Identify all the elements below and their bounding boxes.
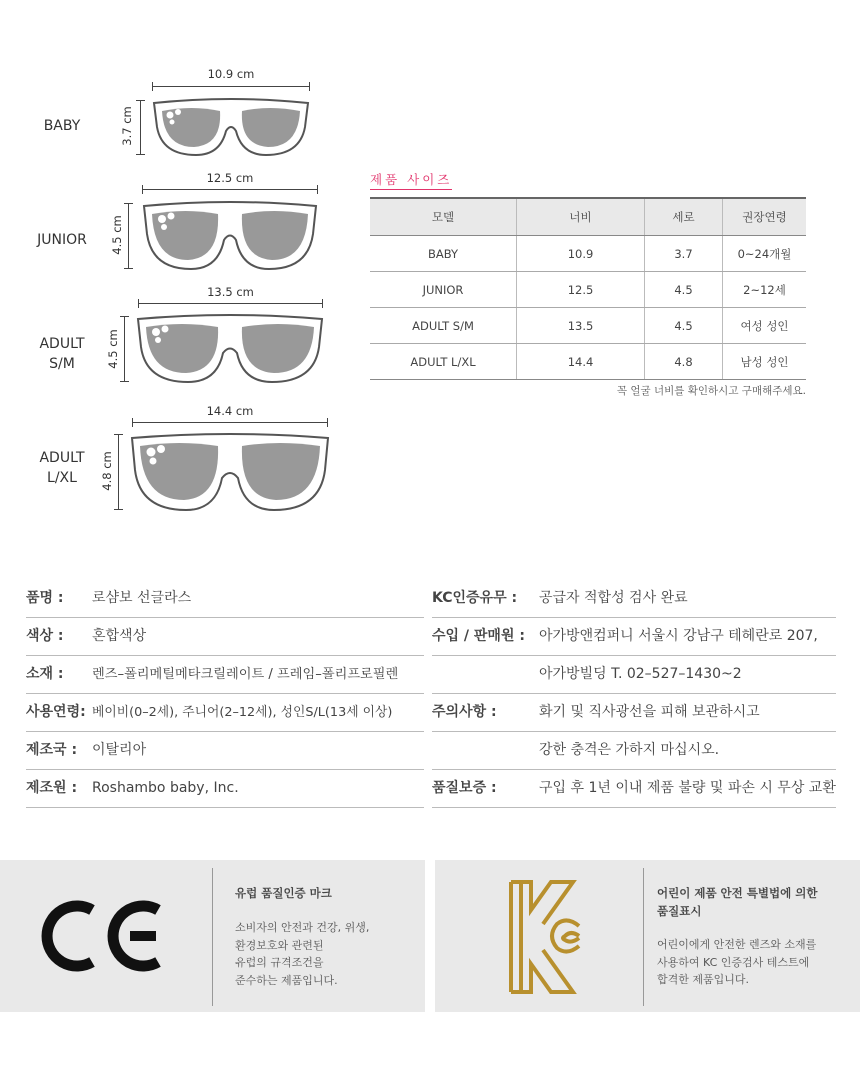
kc-description-line: 어린이에게 안전한 렌즈와 소재를 [657,938,817,951]
cell-model: BABY [370,236,517,272]
width-label-adult-lxl: 14.4 cm [206,404,254,418]
info-row [432,580,836,618]
info-label: 품명 : [26,590,64,606]
cell-height: 3.7 [645,236,723,272]
cell-height: 4.5 [645,272,723,308]
cell-height: 4.5 [645,308,723,344]
table-header-row [370,198,806,236]
kc-description-line: 합격한 제품입니다. [657,973,750,986]
sunglasses-adult-sm-image [134,313,326,386]
cell-height: 4.8 [645,344,723,380]
width-label-junior: 12.5 cm [206,171,254,185]
kc-mark-logo [507,880,583,994]
info-row [432,732,836,770]
info-label: 사용연령: [26,704,86,720]
ce-description [235,919,369,989]
cell-age: 0~24개월 [723,236,807,272]
ce-description-line: 유럽의 규격조건을 [235,956,324,969]
cell-model: ADULT L/XL [370,344,517,380]
info-label: 제조국 : [26,742,78,758]
cell-width: 10.9 [517,236,645,272]
width-measure-line [132,422,328,423]
model-label-adult-sm: ADULT S/M [39,336,85,372]
cell-width: 13.5 [517,308,645,344]
kc-title-line: 어린이 제품 안전 특별법에 의한 [657,886,818,900]
ce-mark-logo [32,900,164,972]
info-label: 수입 / 판매원 : [432,628,525,644]
cell-age: 2~12세 [723,272,807,308]
ce-title: 유럽 품질인증 마크 [235,886,332,900]
info-row [26,732,424,770]
ce-description-line: 준수하는 제품입니다. [235,973,338,987]
cell-width: 12.5 [517,272,645,308]
info-label: 품질보증 : [432,780,497,796]
kc-title [657,884,817,920]
kc-cert-panel [435,860,860,1012]
info-row [26,618,424,656]
info-row [432,618,836,656]
table-row [370,236,806,272]
size-table [370,197,806,380]
kc-title-line: 품질표시 [657,904,702,918]
height-measure-line [140,100,141,155]
info-value: 로샴보 선글라스 [92,590,192,606]
info-row [432,694,836,732]
column-header-age: 권장연령 [723,198,807,236]
width-label-adult-sm: 13.5 cm [207,285,254,299]
info-value: 혼합색상 [92,628,147,644]
model-label-junior: JUNIOR [37,232,87,248]
cell-width: 14.4 [517,344,645,380]
height-measure-line [124,316,125,382]
size-note: 꼭 얼굴 너비를 확인하시고 구매해주세요. [616,385,806,397]
info-label: 제조원 : [26,780,78,796]
sunglasses-adult-lxl-image [128,432,332,514]
panel-divider [643,868,644,1006]
info-row [26,694,424,732]
ce-cert-panel [0,860,425,1012]
cell-model: ADULT S/M [370,308,517,344]
info-label: 주의사항 : [432,704,497,720]
info-label: KC인증유무 : [432,590,518,606]
info-value: 이탈리아 [92,742,147,758]
size-table-title: 제품 사이즈 [370,170,452,190]
column-header-height: 세로 [645,198,723,236]
info-value: 베이비(0–2세), 주니어(2–12세), 성인S/L(13세 이상) [92,705,393,720]
ce-description-line: 환경보호와 관련된 [235,938,324,952]
height-label-junior: 4.5 cm [110,215,124,255]
info-value: 강한 충격은 가하지 마십시오. [539,742,720,758]
table-row [370,272,806,308]
kc-description [657,936,816,989]
height-label-baby: 3.7 cm [120,106,134,146]
info-value: 렌즈–폴리메틸메타크릴레이트 / 프레임–폴리프로필렌 [92,667,399,682]
kc-description-line: 사용하여 KC 인증검사 테스트에 [657,955,810,969]
info-row [26,656,424,694]
sunglasses-junior-image [140,200,320,273]
width-measure-line [138,303,323,304]
column-header-width: 너비 [517,198,645,236]
table-row [370,308,806,344]
height-measure-line [128,203,129,269]
width-measure-line [152,86,310,87]
info-value: Roshambo baby, Inc. [92,780,239,796]
info-value: 아가방앤컴퍼니 서울시 강남구 테헤란로 207, [539,628,818,644]
product-info-left [26,580,424,808]
cell-age: 여성 성인 [723,308,807,344]
ce-description-line: 소비자의 안전과 건강, 위생, [235,921,370,934]
info-value: 공급자 적합성 검사 완료 [539,590,688,606]
info-row [26,580,424,618]
cell-model: JUNIOR [370,272,517,308]
product-info-right [432,580,836,808]
height-label-adult-lxl: 4.8 cm [100,451,114,491]
cell-age: 남성 성인 [723,344,807,380]
info-value: 화기 및 직사광선을 피해 보관하시고 [539,704,760,720]
column-header-model: 모델 [370,198,517,236]
height-measure-line [118,434,119,510]
info-value: 구입 후 1년 이내 제품 불량 및 파손 시 무상 교환 [539,780,836,796]
model-label-baby: BABY [43,118,81,134]
sunglasses-baby-image [150,97,312,159]
info-label: 색상 : [26,628,64,644]
height-label-adult-sm: 4.5 cm [106,329,120,369]
info-row [432,656,836,694]
info-row [26,770,424,808]
width-label-baby: 10.9 cm [207,67,255,81]
info-label: 소재 : [26,666,64,682]
table-row [370,344,806,380]
info-value: 아가방빌딩 T. 02–527–1430~2 [539,666,742,682]
panel-divider [212,868,213,1006]
width-measure-line [142,189,318,190]
info-row [432,770,836,808]
model-label-adult-lxl: ADULT L/XL [39,450,85,486]
